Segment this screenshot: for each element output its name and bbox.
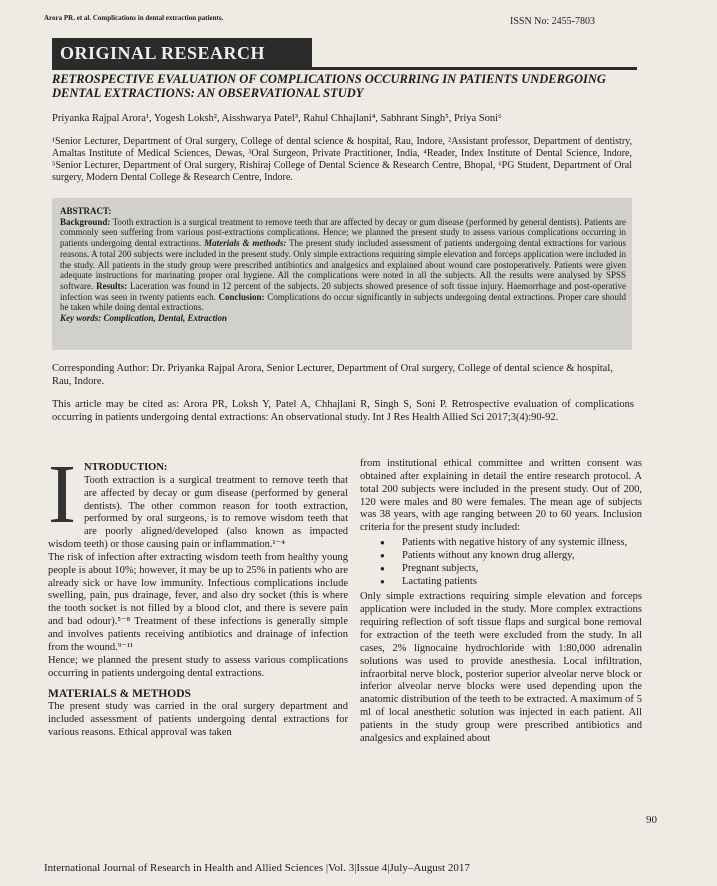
list-item: ● Patients without any known drug allergy,	[402, 550, 642, 563]
article-title: RETROSPECTIVE EVALUATION OF COMPLICATIONS OCCURRING IN PATIENTS UNDERGOING DENTAL EXTRACTIONS: AN OBSERVATIONAL STUDY	[52, 72, 606, 100]
affiliations: ¹Senior Lecturer, Department of Oral surgery, College of dental science & hospital, Rau, Indore, ²Assistant professor, Department of dentistry, Amaltas Institute of Medical Sciences, Dewas, ³Oral Surgeon, Private Practitioner, India, ⁴Reader, Index Institute of Dental Science, Indore, ⁵Senior Lecturer, Department of Oral surgery, Rishiraj College of Dental Science & Research Centre, Bhopal, ⁶PG Student, Department of Oral surgery, Modern Dental College & Research Centre, Indore.	[52, 136, 632, 183]
list-item: ● Patients with negative history of any systemic illness,	[402, 537, 642, 550]
drop-cap: I	[48, 448, 76, 541]
citation: This article may be cited as: Arora PR, Loksh Y, Patel A, Chhajlani R, Singh S, Soni P. Retrospective evaluation of complications occurring in patients undergoing dental extractions: An observational study. Int J Res Health Allied Sci 2017;3(4):90-92.	[52, 399, 634, 423]
methods-paragraph-3: Only simple extractions requiring simple elevation and forceps application were included in the study. More complex extractions requiring reflection of soft tissue flaps and surgical bone removal for extraction of the teeth were excluded from the study. In all cases, 2% lignocaine hydrochloride with 1:80,000 adrenalin solutions was used to provide anesthesia. Local infiltration, infraorbital nerve block, posterior superior alveolar nerve block or inferior alveolar nerve blocks were used depending upon the anatomic distribution of the teeth to be extracted. A maximum of 5 ml of local anesthetic solution was injected in each patient. All patients in the study group were prescribed antibiotics and analgesics and explained about	[360, 591, 642, 744]
list-item: ● Lactating patients	[402, 576, 642, 589]
intro-paragraph-1: Tooth extraction is a surgical treatment to remove teeth that are affected by decay or gum disease (performed by general dentists). The other common reason for tooth extraction, performed by oral surgeons, is to remove wisdom teeth that are poorly aligned/developed (also known as impacted wisdom teeth) or those causing pain or inflammation.¹⁻⁴	[48, 474, 348, 551]
methods-paragraph-1: The present study was carried in the oral surgery department and included assessment of patients undergoing dental extractions for various reasons. Ethical approval was taken	[48, 701, 348, 738]
methods-label: Materials & methods:	[204, 238, 287, 249]
introduction-heading: NTRODUCTION:	[84, 462, 168, 473]
inclusion-criteria-list	[360, 537, 642, 588]
abstract-background: Tooth extraction is a surgical treatment to remove teeth that are affected by decay or gum disease (performed by general dentists). Patients are commonly seen suffering from various post-extractions complications. Hence; we planned the present study to assess various complications occurring in patients undergoing dental extractions.	[60, 216, 627, 249]
left-column	[48, 448, 348, 740]
article-type-banner: ORIGINAL RESEARCH	[52, 38, 312, 68]
abstract-heading: ABSTRACT:	[60, 206, 112, 216]
intro-paragraph-3: Hence; we planned the present study to assess various complications occurring in patients undergoing dental extractions.	[48, 654, 348, 679]
intro-paragraph-2: The risk of infection after extracting wisdom teeth from healthy young people is about 10%; however, it may be up to 25% in patients who are already sick or have low immunity. Infectious complications include swelling, pain, pus drainage, fever, and also dry socket (this is where the tooth socket is not filled by a blood clot, and there is severe pain and bad odour).⁵⁻⁸ Treatment of these infections is generally simple and involves patients receiving antibiotics and drainage of infection from the wound.⁹⁻¹¹	[48, 551, 348, 653]
abstract-results: Laceration was found in 12 percent of the subjects. 20 subjects showed presence of soft tissue injury. Haemorrhage and post-operative infection was seen in twenty patients each.	[60, 280, 626, 302]
issn-number: ISSN No: 2455-7803	[510, 16, 596, 27]
journal-footer: International Journal of Research in Health and Allied Sciences |Vol. 3|Issue 4|July–August 2017	[44, 862, 470, 874]
author-list: Priyanka Rajpal Arora¹, Yogesh Loksh², Aisshwarya Patel³, Rahul Chhajlani⁴, Sabhrant Singh⁵, Priya Soni⁶	[52, 113, 502, 124]
methods-paragraph-2: from institutional ethical committee and written consent was obtained after explaining in detail the entire research protocol. A total 200 subjects were included in the present study. Out of 200, 120 were males and 80 were females. The mean age of subjects was 38 years, with age ranging between 20 to 60 years. Inclusion criteria for the present study included:	[360, 458, 642, 534]
abstract	[60, 206, 626, 324]
list-item: ● Pregnant subjects,	[402, 563, 642, 576]
page-number: 90	[646, 814, 657, 826]
conclusion-label: Conclusion:	[218, 291, 265, 302]
running-head: Arora PR. et al. Complications in dental extraction patients.	[44, 14, 224, 22]
abstract-methods: The present study included assessment of patients undergoing dental extractions for various reasons. A total 200 subjects were included in the present study. Only simple extractions requiring simple elevation and forceps application were included in the study. All patients in the study group were prescribed antibiotics and analgesics and explained about wound care postoperatively. Patients were given adequate instructions for marinating proper oral hygiene. All the complications were noted in all the subjects. All the results were analysed by SPSS software.	[60, 238, 626, 291]
right-column	[360, 458, 642, 746]
abstract-conclusion: Complications do occur significantly in subjects undergoing dental extractions. Proper care should be taken while doing dental extractions.	[60, 291, 627, 313]
background-label: Background:	[60, 216, 111, 227]
results-label: Results:	[96, 280, 128, 291]
keywords: Key words: Complication, Dental, Extraction	[60, 313, 228, 324]
banner-rule	[52, 67, 637, 70]
corresponding-author: Corresponding Author: Dr. Priyanka Rajpal Arora, Senior Lecturer, Department of Oral surgery, College of dental science & hospital, Rau, Indore.	[52, 363, 613, 387]
methods-heading: MATERIALS & METHODS	[48, 688, 191, 701]
